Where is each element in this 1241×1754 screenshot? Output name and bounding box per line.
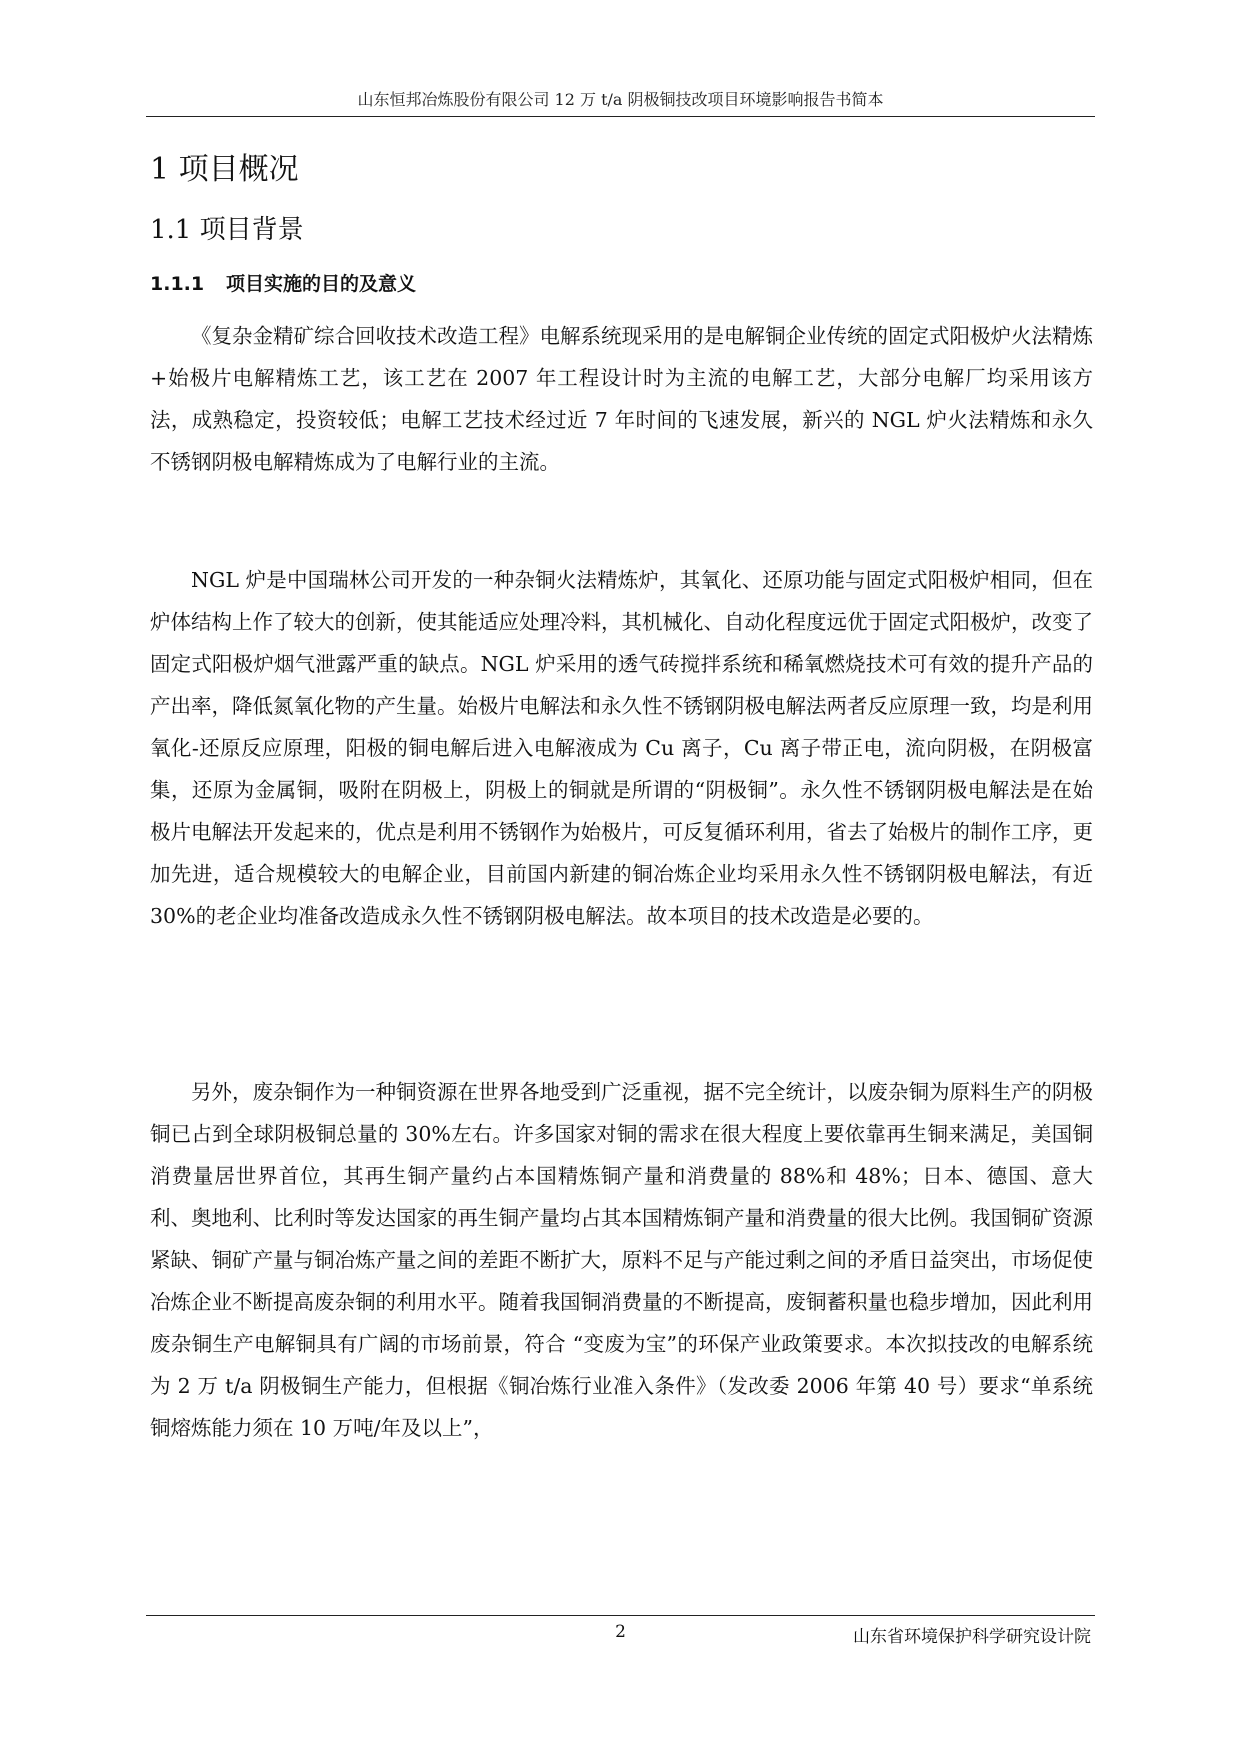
body-paragraph: NGL 炉是中国瑞林公司开发的一种杂铜火法精炼炉，其氧化、还原功能与固定式阳极炉相同，但在炉体结构上作了较大的创新，使其能适应处理冷料，其机械化、自动化程度远优于固定式阳极炉，改变了固定式阳极炉烟气泄露严重的缺点。NGL 炉采用的透气砖搅拌系统和稀氧燃烧技术可有效的提升产品的产出率，降低氮氧化物的产生量。始极片电解法和永久性不锈钢阴极电解法两者反应原理一致，均是利用氧化-还原反应原理，阳极的铜电解后进入电解液成为 Cu 离子，Cu 离子带正电，流向阴极，在阴极富集，还原为金属铜，吸附在阴极上，阴极上的铜就是所谓的“阴极铜”。永久性不锈钢阴极电解法是在始极片电解法开发起来的，优点是利用不锈钢作为始极片，可反复循环利用，省去了始极片的制作工序，更加先进，适合规模较大的电解企业，目前国内新建的铜冶炼企业均采用永久性不锈钢阴极电解法，有近 30%的老企业均准备改造成永久性不锈钢阴极电解法。故本项目的技术改造是必要的。 xyxy=(150,568,1093,928)
body-paragraph: 另外，废杂铜作为一种铜资源在世界各地受到广泛重视，据不完全统计，以废杂铜为原料生产的阴极铜已占到全球阴极铜总量的 30%左右。许多国家对铜的需求在很大程度上要依靠再生铜来满足，美国铜消费量居世界首位，其再生铜产量约占本国精炼铜产量和消费量的 88%和 48%；日本、德国、意大利、奥地利、比利时等发达国家的再生铜产量均占其本国精炼铜产量和消费量的很大比例。我国铜矿资源紧缺、铜矿产量与铜冶炼产量之间的差距不断扩大，原料不足与产能过剩之间的矛盾日益突出，市场促使冶炼企业不断提高废杂铜的利用水平。随着我国铜消费量的不断提高，废铜蓄积量也稳步增加，因此利用废杂铜生产电解铜具有广阔的市场前景，符合 “变废为宝”的环保产业政策要求。本次拟技改的电解系统为 2 万 t/a 阴极铜生产能力，但根据《铜冶炼行业准入条件》（发改委 2006 年第 40 号）要求“单系统铜熔炼能力须在 10 万吨/年及以上”， xyxy=(150,1080,1093,1440)
section-heading-3-number: 1.1.1 xyxy=(150,273,205,295)
section-heading-1: 1 项目概况 xyxy=(150,152,299,187)
footer-divider xyxy=(146,1615,1095,1616)
section-heading-3 xyxy=(150,268,416,300)
footer-organization: 山东省环境保护科学研究设计院 xyxy=(853,1627,1091,1647)
page-number: 2 xyxy=(615,1622,626,1642)
section-heading-3-title: 项目实施的目的及意义 xyxy=(226,273,417,295)
body-paragraph: 《复杂金精矿综合回收技术改造工程》电解系统现采用的是电解铜企业传统的固定式阳极炉火法精炼+始极片电解精炼工艺，该工艺在 2007 年工程设计时为主流的电解工艺，大部分电解厂均采用该方法，成熟稳定，投资较低；电解工艺技术经过近 7 年时间的飞速发展，新兴的 NGL 炉火法精炼和永久不锈钢阴极电解精炼成为了电解行业的主流。 xyxy=(150,324,1093,474)
page-header: 山东恒邦冶炼股份有限公司 12 万 t/a 阴极铜技改项目环境影响报告书简本 xyxy=(146,84,1095,117)
section-heading-2: 1.1 项目背景 xyxy=(150,215,304,245)
